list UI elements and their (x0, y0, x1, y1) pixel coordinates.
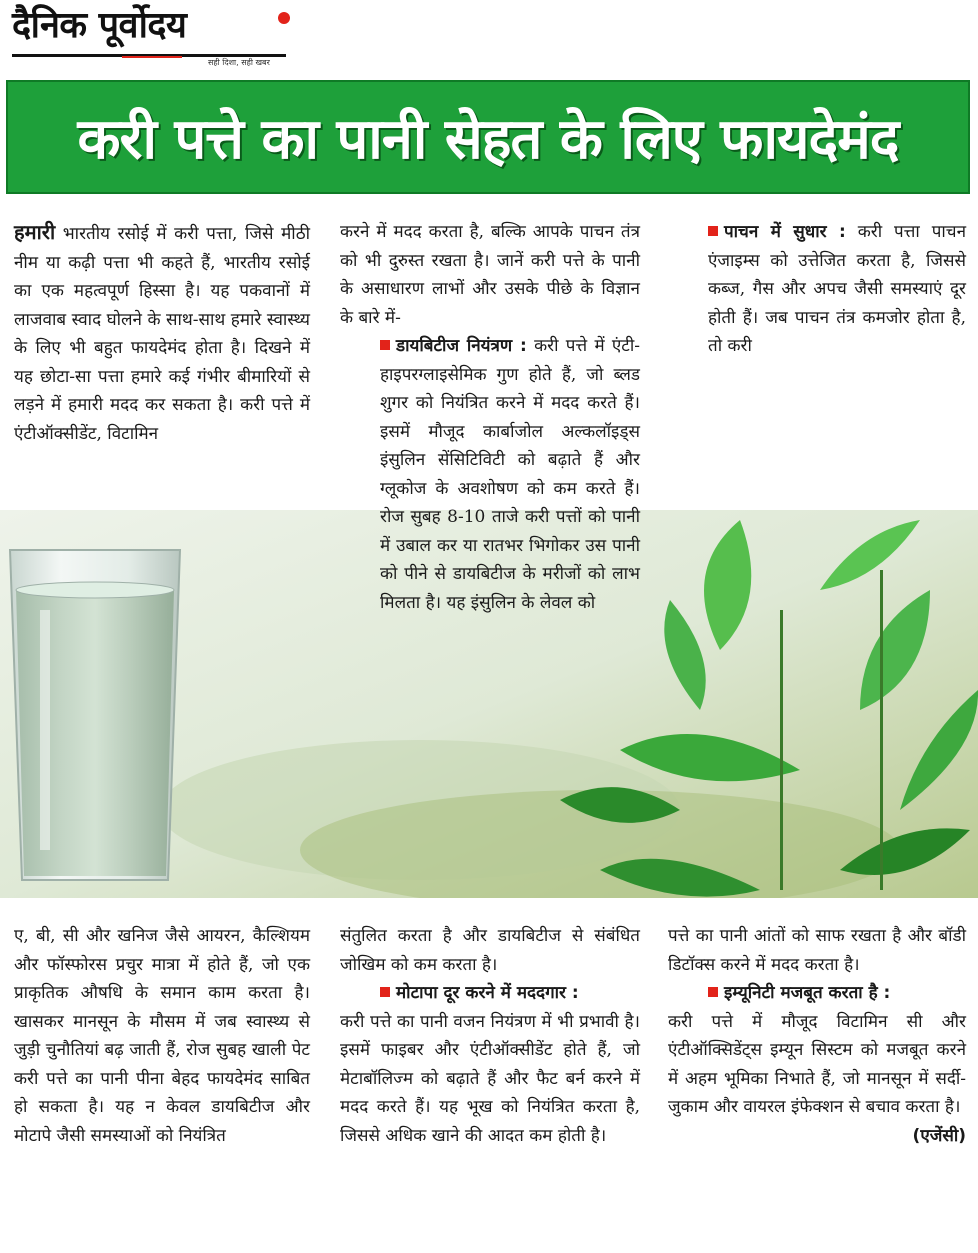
bullet-icon (380, 987, 390, 997)
subheading-digestion: पाचन में सुधार : (724, 222, 846, 242)
masthead-title: दैनिक पूर्वोदय (12, 5, 187, 46)
subheading-immunity: इम्यूनिटी मजबूत करता है : (724, 983, 891, 1003)
lead-word: हमारी (14, 220, 56, 244)
article-text: पत्ते का पानी आंतों को साफ रखता है और बॉडी डिटॉक्स करने में मदद करता है। (668, 926, 966, 975)
bullet-icon (708, 226, 718, 236)
article-column-3-top (668, 218, 966, 361)
masthead (12, 4, 312, 74)
masthead-tagline: सही दिशा, सही खबर (208, 58, 270, 67)
article-column-1-bottom (14, 922, 310, 1150)
headline-band (6, 80, 970, 194)
article-text: भारतीय रसोई में करी पत्ता, जिसे मीठी नीम या कढ़ी पत्ता भी कहते हैं, भारतीय रसोई का एक महत्वपूर्ण हिस्सा है। यह पकवानों में लाजवाब स्वाद घोलने के साथ-साथ हमारे स्वास्थ्य के लिए भी बहुत फायदेमंद होता है। दिखने में यह छोटा-सा पत्ता हमारे कई गंभीर बीमारियों से लड़ने में हमारी मदद कर सकता है। करी पत्ते में एंटीऑक्सीडेंट, विटामिन (14, 224, 310, 444)
article-text: करी पत्ते में एंटी-हाइपरग्लाइसेमिक गुण होते हैं, जो ब्लड शुगर को नियंत्रित करने में मदद करते हैं। इसमें मौजूद कार्बाजोल अल्कलॉइड्स इंसुलिन सेंसिटिविटी को बढ़ाते हैं और ग्लूकोज के अवशोषण को कम करते हैं। रोज सुबह 8-10 ताजे करी पत्तों को पानी में उबाल कर या रातभर भिगोकर उस पानी को पीने से डायबिटीज के मरीजों को लाभ मिलता है। यह इंसुलिन के लेवल को (380, 336, 641, 613)
headline: करी पत्ते का पानी सेहत के लिए फायदेमंद (77, 107, 899, 172)
agency-credit: (एजेंसी) (912, 1125, 966, 1146)
bullet-icon (380, 340, 390, 350)
article-column-2-bottom (340, 922, 640, 1150)
glass-of-water (10, 550, 180, 880)
article-column-2-top (340, 218, 640, 617)
article-text: करी पत्ते में मौजूद विटामिन सी और एंटीऑक्सिडेंट्स इम्यून सिस्टम को मजबूत करने में अहम भूमिका निभाते हैं, जो मानसून में सर्दी-जुकाम और वायरल इंफेक्शन से बचाव करता है। (668, 1011, 966, 1117)
article-text: करने में मदद करता है, बल्कि आपके पाचन तंत्र को भी दुरुस्त रखता है। जानें करी पत्ते के पानी के असाधारण लाभों और उसके पीछे के विज्ञान के बारे में- (340, 222, 640, 328)
article-column-1-top (14, 218, 310, 448)
article-text: ए, बी, सी और खनिज जैसे आयरन, कैल्शियम और फॉस्फोरस प्रचुर मात्रा में होते हैं, जो एक प्राकृतिक औषधि के समान काम करता है। खासकर मानसून के मौसम में जब स्वास्थ्य से जुड़ी चुनौतियां बढ़ जाती हैं, रोज सुबह खाली पेट करी पत्ते का पानी पीना बेहद फायदेमंद साबित हो सकता है। यह न केवल डायबिटीज और मोटापे जैसी समस्याओं को नियंत्रित (14, 926, 310, 1146)
masthead-rule-accent (122, 56, 182, 58)
subheading-obesity: मोटापा दूर करने में मददगार : (396, 983, 579, 1003)
article-text: संतुलित करता है और डायबिटीज से संबंधित जोखिम को कम करता है। (340, 926, 640, 975)
article-column-3-bottom (668, 922, 966, 1150)
subheading-diabetes: डायबिटीज नियंत्रण : (396, 336, 527, 356)
bullet-icon (708, 987, 718, 997)
article-text: करी पत्ता पाचन एंजाइम्स को उत्तेजित करता है, जिससे कब्ज, गैस और अपच जैसी समस्याएं दूर होती हैं। जब पाचन तंत्र कमजोर होता है, तो करी (708, 222, 966, 356)
article-text: करी पत्ते का पानी वजन नियंत्रण में भी प्रभावी है। इसमें फाइबर और एंटीऑक्सीडेंट होते हैं, जो मेटाबॉलिज्म को बढ़ाते हैं और फैट बर्न करने में मदद करते हैं। यह भूख को नियंत्रित करता है, जिससे अधिक खाने की आदत कम होती है। (340, 1011, 640, 1146)
masthead-logo-dot (278, 12, 290, 24)
